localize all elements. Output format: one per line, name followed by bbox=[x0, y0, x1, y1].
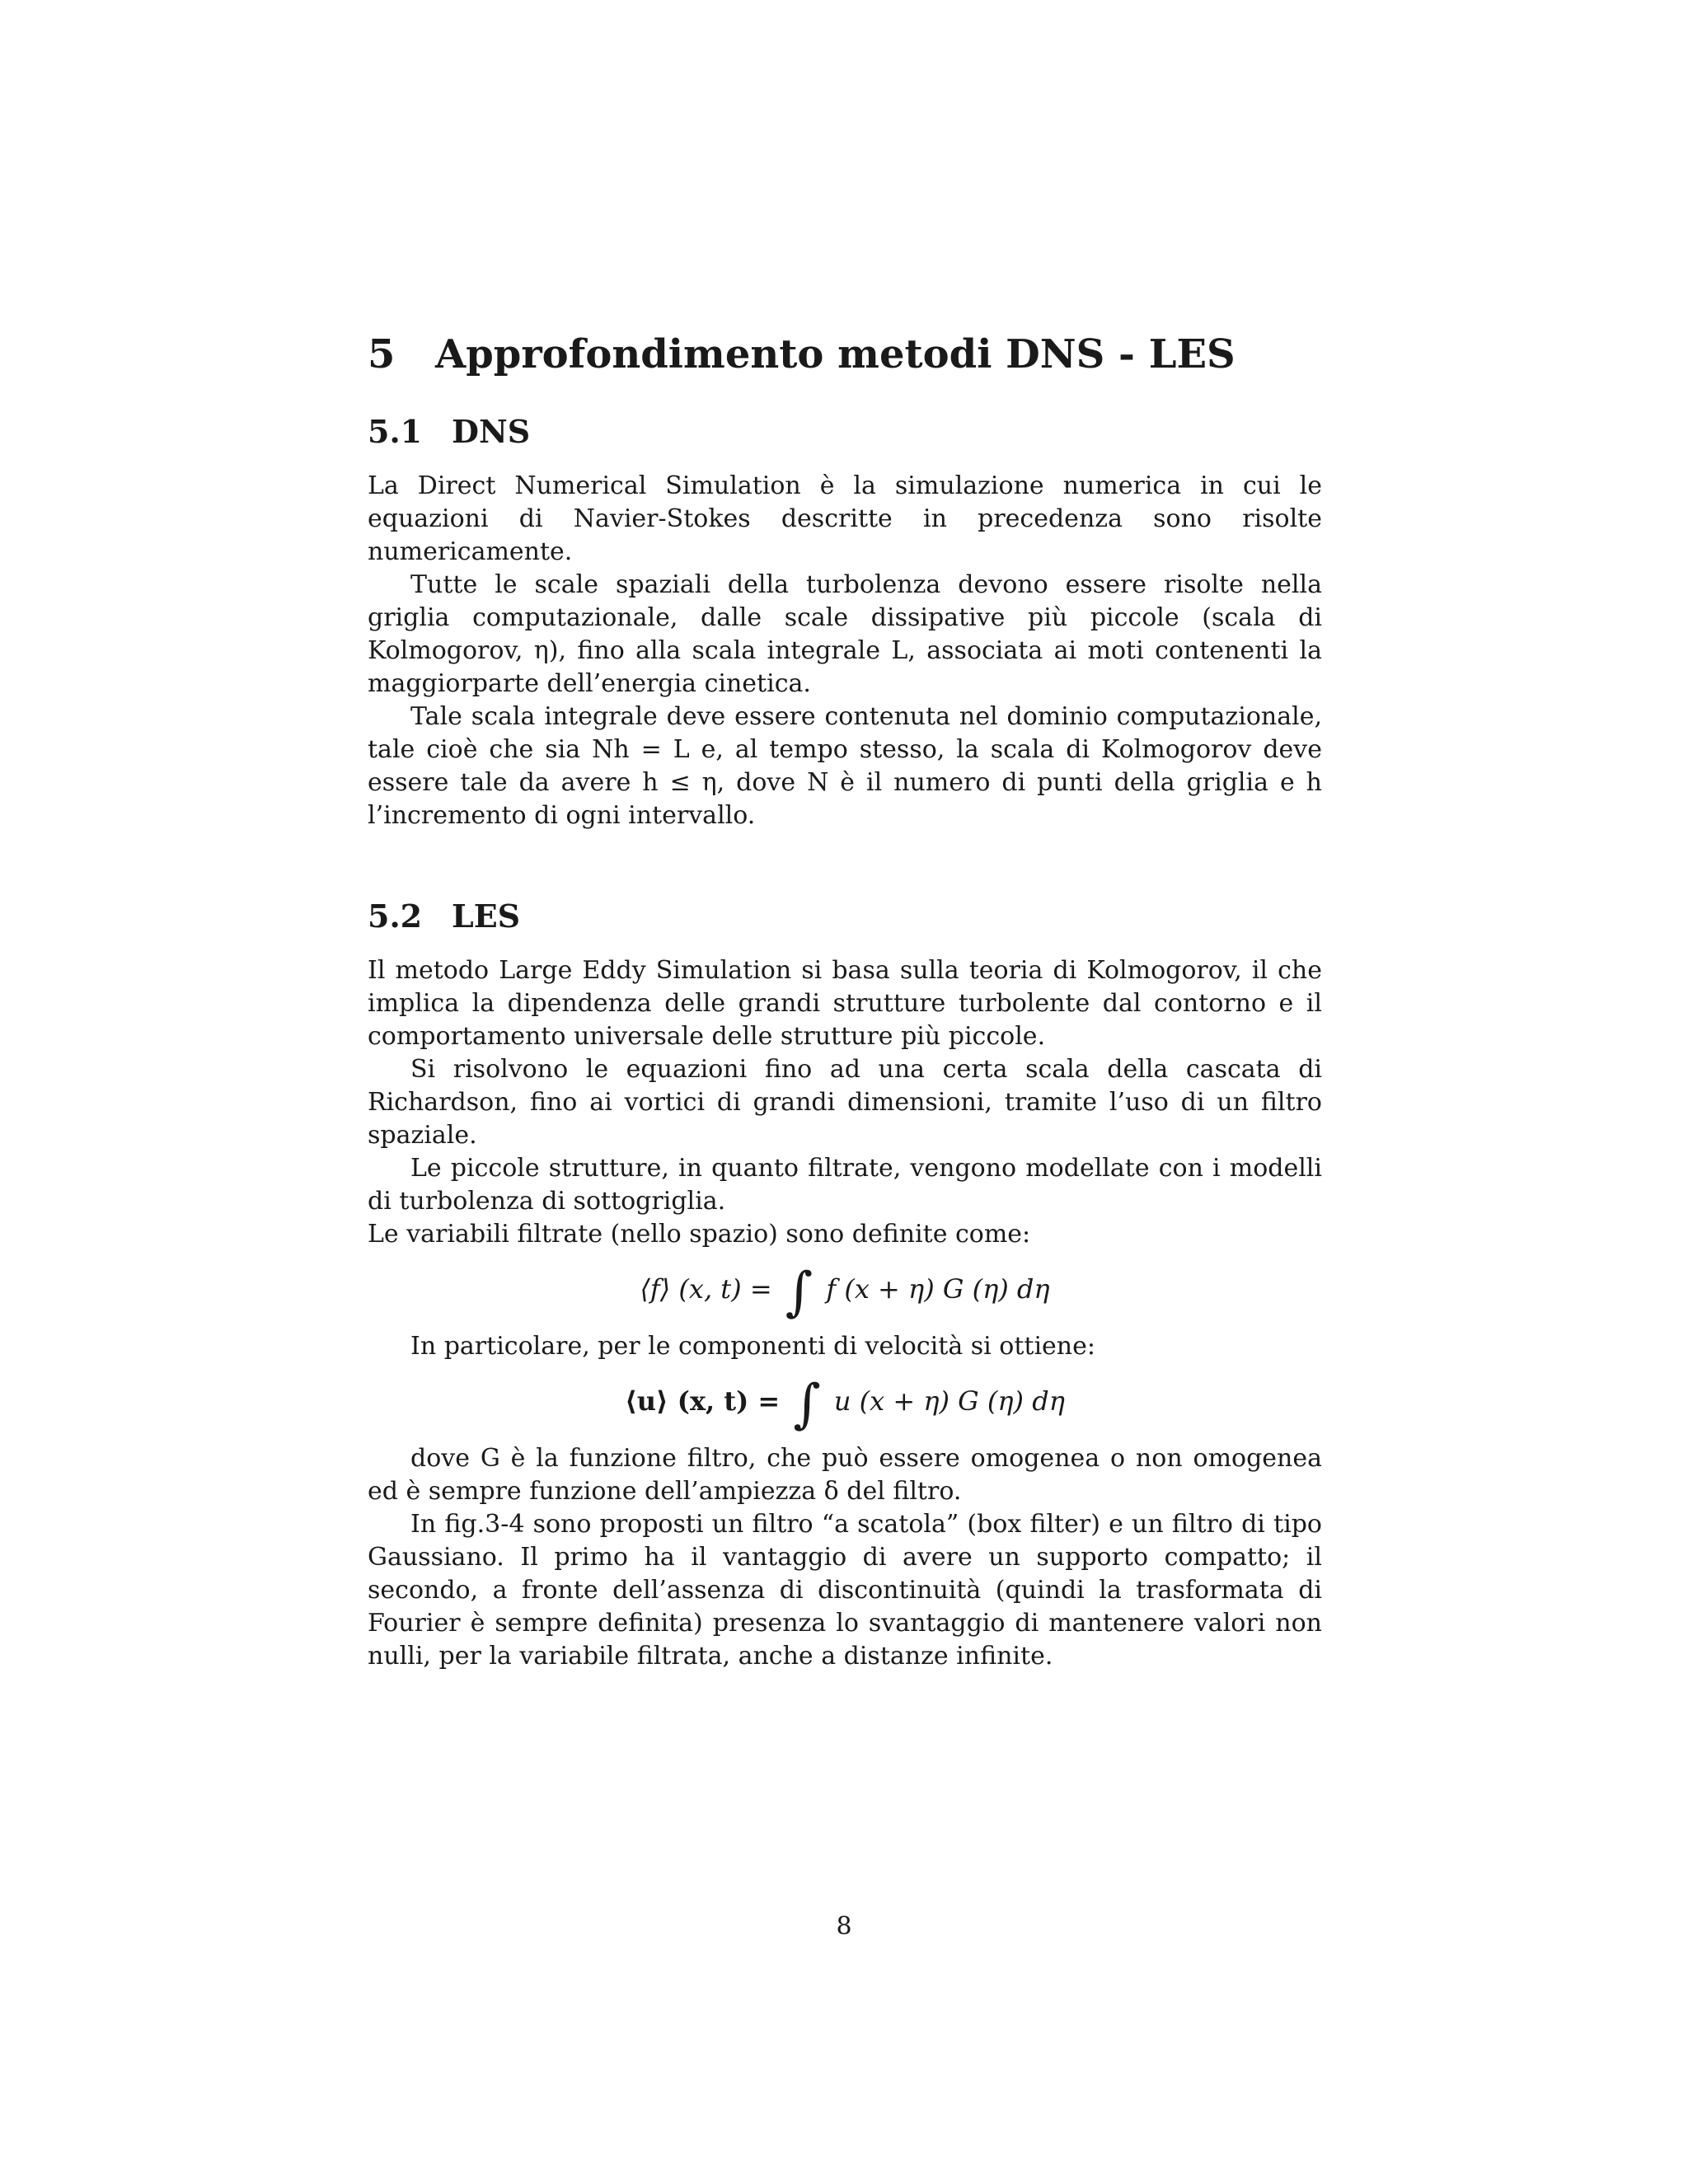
equation-filtered-variable bbox=[368, 1262, 1322, 1323]
section-number: 5 bbox=[368, 331, 396, 377]
equation-rhs: f (x + η) G (η) dη bbox=[826, 1273, 1050, 1305]
equation-lhs: ⟨f⟩ (x, t) = bbox=[640, 1273, 772, 1305]
document-page bbox=[368, 330, 1322, 1673]
equation-rhs: u (x + η) G (η) dη bbox=[833, 1385, 1065, 1417]
paragraph: Si risolvono le equazioni fino ad una certa scala della cascata di Richardson, fino ai vortici di grandi dimensioni, tramite l’uso di un filtro spaziale. bbox=[368, 1055, 1322, 1150]
paragraph: Le variabili filtrate (nello spazio) sono definite come: bbox=[368, 1220, 1031, 1249]
paragraph: Il metodo Large Eddy Simulation si basa sulla teoria di Kolmogorov, il che implica la dipendenza delle grandi strutture turbolente dal contorno e il comportamento universale delle strutture più piccole. bbox=[368, 956, 1322, 1051]
equation-lhs: ⟨u⟩ (x, t) = bbox=[625, 1385, 781, 1417]
subsection-number: 5.2 bbox=[368, 898, 423, 935]
integral-symbol: ∫ bbox=[785, 1262, 814, 1323]
subsection-heading-les bbox=[368, 897, 1322, 936]
paragraph: Tale scala integrale deve essere contenuta nel dominio computazionale, tale cioè che sia Nh = L e, al tempo stesso, la scala di Kolmogorov deve essere tale da avere h ≤ η, dove N è il numero di punti della griglia e h l’incremento di ogni intervallo. bbox=[368, 702, 1322, 830]
paragraph: dove G è la funzione filtro, che può essere omogenea o non omogenea ed è sempre funzione dell’ampiezza δ del filtro. bbox=[368, 1444, 1322, 1506]
integral-symbol: ∫ bbox=[793, 1374, 821, 1435]
paragraph: Tutte le scale spaziali della turbolenza devono essere risolte nella griglia computazionale, dalle scale dissipative più piccole (scala di Kolmogorov, η), fino alla scala integrale L, associata ai moti contenenti la maggiorparte dell’energia cinetica. bbox=[368, 570, 1322, 698]
paragraph: In particolare, per le componenti di velocità si ottiene: bbox=[410, 1332, 1095, 1361]
section-heading bbox=[368, 330, 1322, 379]
subsection-title: DNS bbox=[452, 413, 531, 450]
equation-filtered-velocity bbox=[368, 1374, 1322, 1435]
subsection-title: LES bbox=[452, 898, 521, 935]
subsection-heading-dns bbox=[368, 412, 1322, 452]
subsection-number: 5.1 bbox=[368, 413, 423, 450]
paragraph: Le piccole strutture, in quanto filtrate, vengono modellate con i modelli di turbolenza di sottogriglia. bbox=[368, 1154, 1322, 1216]
paragraph: La Direct Numerical Simulation è la simulazione numerica in cui le equazioni di Navier-Stokes descritte in precedenza sono risolte numericamente. bbox=[368, 471, 1322, 566]
paragraph: In fig.3-4 sono proposti un filtro “a scatola” (box filter) e un filtro di tipo Gaussiano. Il primo ha il vantaggio di avere un supporto compatto; il secondo, a fronte dell’assenza di discontinuità (quindi la trasformata di Fourier è sempre definita) presenza lo svantaggio di mantenere valori non nulli, per la variabile filtrata, anche a distanze infinite. bbox=[368, 1510, 1322, 1671]
page-number: 8 bbox=[836, 1912, 852, 1941]
section-title: Approfondimento metodi DNS - LES bbox=[435, 331, 1236, 377]
